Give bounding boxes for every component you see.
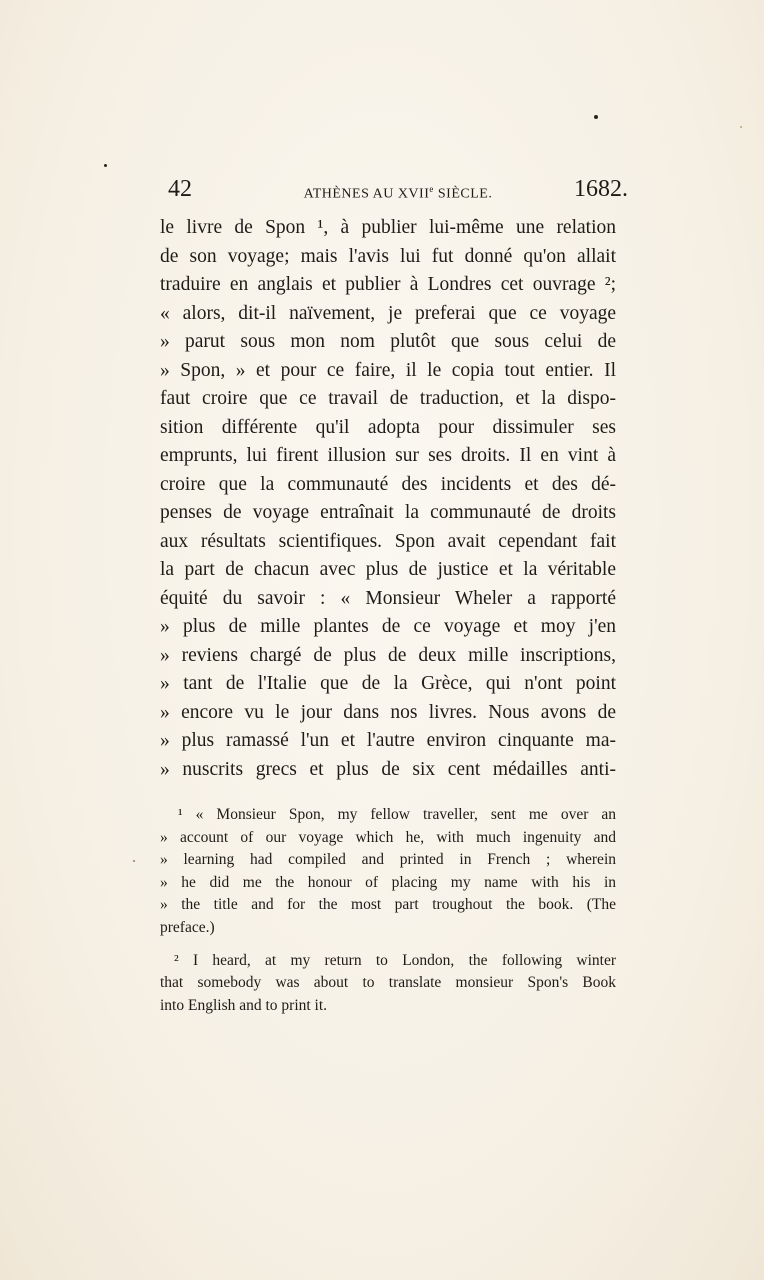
body-text	[160, 214, 616, 784]
ink-speck	[133, 860, 135, 862]
running-head-text: ATHÈNES AU XVII	[303, 186, 430, 202]
body-line: croire que la communauté des incidents et des dé-	[160, 473, 616, 495]
ink-speck	[594, 115, 598, 119]
body-line: penses de voyage entraînait la communauté de droits	[160, 502, 616, 523]
body-line: » encore vu le jour dans nos livres. Nous avons de	[160, 701, 616, 723]
body-line: » reviens chargé de plus de deux mille inscriptions,	[160, 644, 616, 666]
footnote-line: » account of our voyage which he, with much ingenuity and	[160, 828, 616, 846]
running-head-superscript: e	[429, 184, 434, 194]
body-line: sition différente qu'il adopta pour dissimuler ses	[160, 416, 616, 438]
body-line: le livre de Spon ¹, à publier lui-même une relation	[160, 217, 616, 238]
footnote-line: preface.)	[160, 918, 215, 936]
footnote-1	[160, 804, 616, 940]
body-line: » parut sous mon nom plutôt que sous celui de	[160, 331, 616, 352]
body-line: » plus de mille plantes de ce voyage et moy j'en	[160, 616, 616, 637]
body-line: emprunts, lui firent illusion sur ses droits. Il en vint à	[160, 445, 616, 466]
body-line: de son voyage; mais l'avis lui fut donné qu'on allait	[160, 245, 616, 267]
footnote-line: that somebody was about to translate monsieur Spon's Book	[160, 974, 616, 992]
body-line: » nuscrits grecs et plus de six cent médailles anti-	[160, 758, 616, 780]
footnotes	[160, 804, 616, 1017]
footnote-line: into English and to print it.	[160, 996, 328, 1014]
body-line: la part de chacun avec plus de justice et la véritable	[160, 559, 616, 580]
body-line: » Spon, » et pour ce faire, il le copia tout entier. Il	[160, 359, 616, 381]
footnote-line: ² I heard, at my return to London, the following winter	[174, 951, 616, 969]
ink-speck	[740, 126, 742, 128]
page-header	[168, 176, 628, 206]
body-line: » plus ramassé l'un et l'autre environ cinquante ma-	[160, 730, 616, 751]
ink-speck	[104, 164, 107, 167]
running-head	[168, 184, 628, 203]
body-line: faut croire que ce travail de traduction, et la dispo-	[160, 388, 616, 409]
footnote-2	[160, 950, 616, 1018]
footnote-line: » he did me the honour of placing my name with his in	[160, 873, 616, 891]
body-line: aux résultats scientifiques. Spon avait cependant fait	[160, 530, 616, 552]
footnote-line: » learning had compiled and printed in French ; wherein	[160, 851, 616, 869]
body-line: « alors, dit-il naïvement, je preferai que ce voyage	[160, 302, 616, 324]
footnote-line: » the title and for the most part troughout the book. (The	[160, 896, 616, 914]
running-head-end: SIÈCLE.	[433, 186, 493, 202]
body-line: » tant de l'Italie que de la Grèce, qui n'ont point	[160, 673, 616, 694]
body-line: traduire en anglais et publier à Londres cet ouvrage ²;	[160, 274, 616, 295]
header-year: 1682.	[574, 176, 628, 202]
body-line: équité du savoir : « Monsieur Wheler a rapporté	[160, 587, 616, 609]
page-number: 42	[168, 176, 192, 202]
footnote-line: ¹ « Monsieur Spon, my fellow traveller, sent me over an	[178, 806, 616, 823]
